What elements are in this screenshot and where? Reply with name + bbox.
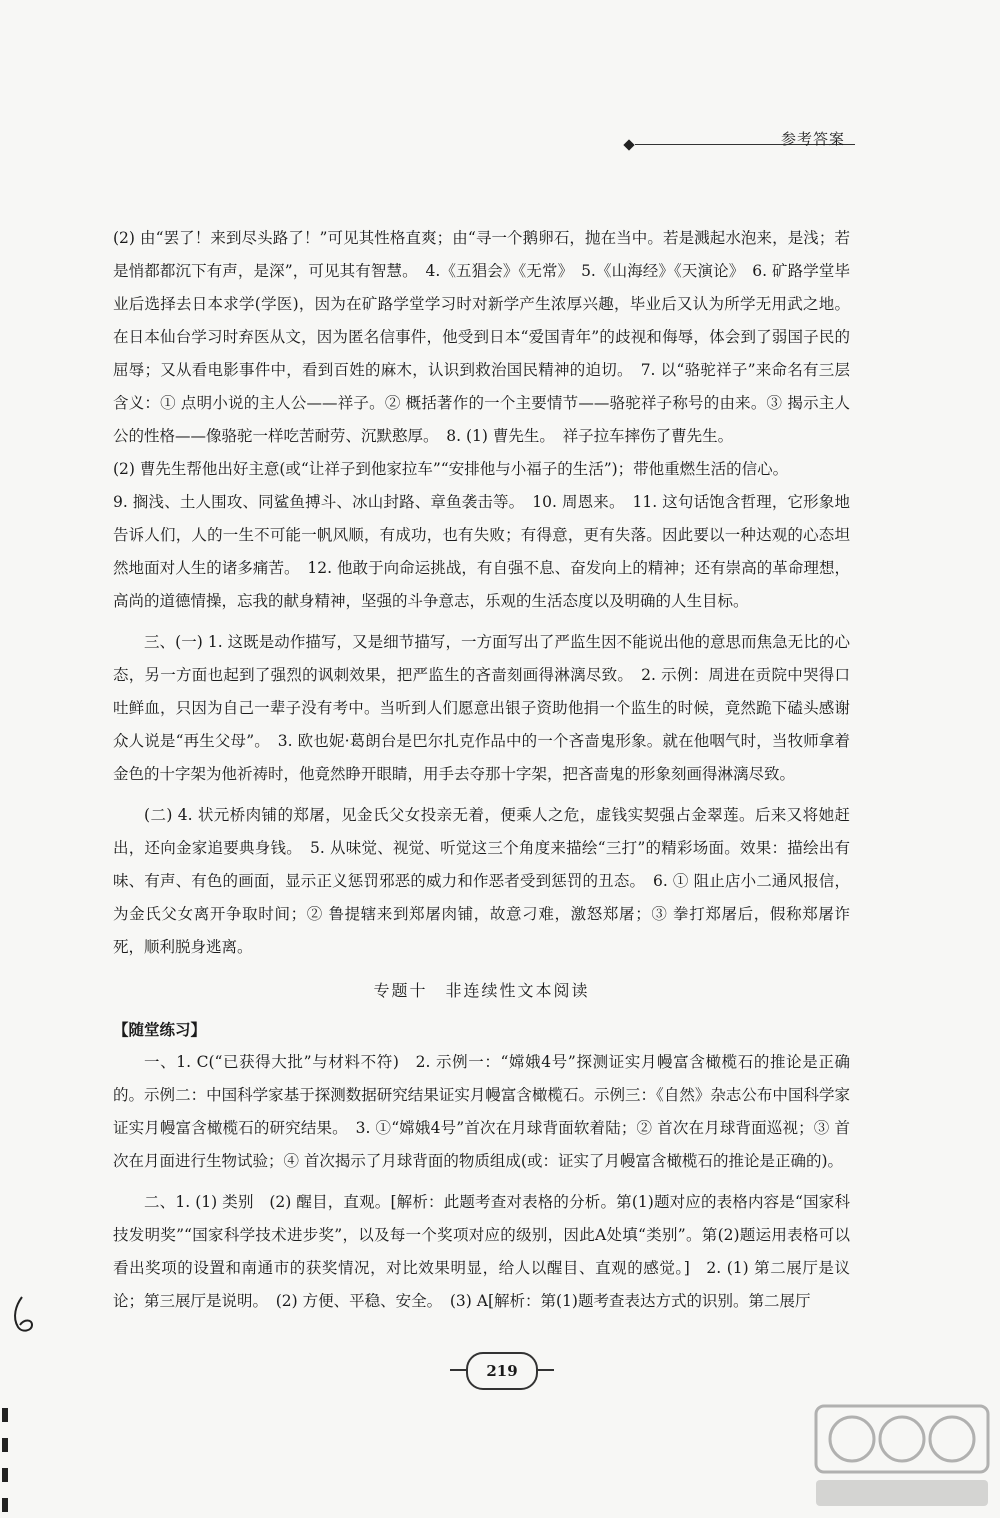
- diamond-icon: [623, 139, 634, 150]
- pencil-mark-icon: [8, 1295, 48, 1335]
- answer-paragraph: (2) 由“罢了！来到尽头路了！”可见其性格直爽；由“寻一个鹅卵石，抛在当中。若是溅起水泡来，是浅；若是悄都都沉下有声，是深”，可见其有智慧。 4.《五猖会》《无常》 5.《山海经》《天演论》 6. 矿路学堂毕业后选择去日本求学(学医)，因为在矿路学堂学习时对新学产生浓厚兴趣，毕业后又认为所学无用武之地。在日本仙台学习时弃医从文，因为匿名信事件，他受到日本“爱国青年”的歧视和侮辱，体会到了弱国子民的屈辱；又从看电影事件中，看到百姓的麻木，认识到救治国民精神的迫切。 7. 以“骆驼祥子”来命名有三层含义：① 点明小说的主人公——祥子。② 概括著作的一个主要情节——骆驼祥子称号的由来。③ 揭示主人公的性格——像骆驼一样吃苦耐劳、沉默憨厚。 8. (1) 曹先生。 祥子拉车摔伤了曹先生。: [113, 229, 850, 445]
- answer-content: [113, 222, 850, 1318]
- page-header: [625, 128, 845, 152]
- answer-paragraph: (2) 曹先生帮他出好主意(或“让祥子到他家拉车”“安排他与小福子的生活”)；带他重燃生活的信心。: [113, 460, 789, 478]
- answer-paragraph: 三、(一) 1. 这既是动作描写，又是细节描写，一方面写出了严监生因不能说出他的意思而焦急无比的心态，另一方面也起到了强烈的讽刺效果，把严监生的吝啬刻画得淋漓尽致。 2. 示例：周进在贡院中哭得口吐鲜血，只因为自己一辈子没有考中。当听到人们愿意出银子资助他捐一个监生的时候，竟然跪下磕头感谢众人说是“再生父母”。 3. 欧也妮·葛朗台是巴尔扎克作品中的一个吝啬鬼形象。就在他咽气时，当牧师拿着金色的十字架为他祈祷时，他竟然睁开眼睛，用手去夺那十字架，把吝啬鬼的形象刻画得淋漓尽致。: [113, 633, 850, 783]
- answer-paragraph: 一、1. C(“已获得大批”与材料不符) 2. 示例一：“嫦娥4号”探测证实月幔富含橄榄石的推论是正确的。示例二：中国科学家基于探测数据研究结果证实月幔富含橄榄石。示例三：《自然》杂志公布中国科学家证实月幔富含橄榄石的研究结果。 3. ①“嫦娥4号”首次在月球背面软着陆；② 首次在月球背面巡视；③ 首次在月面进行生物试验；④ 首次揭示了月球背面的物质组成(或：证实了月幔富含橄榄石的推论是正确的)。: [113, 1053, 850, 1170]
- header-label: 参考答案: [780, 130, 845, 148]
- answer-paragraph: 9. 搁浅、土人围攻、同鲨鱼搏斗、冰山封路、章鱼袭击等。 10. 周恩来。 11. 这句话饱含哲理，它形象地告诉人们，人的一生不可能一帆风顺，有成功，也有失败；有得意，更有失落。因此要以一种达观的心态坦然地面对人生的诸多痛苦。 12. 他敢于向命运挑战，有自强不息、奋发向上的精神；还有崇高的革命理想，高尚的道德情操，忘我的献身精神，坚强的斗争意志，乐观的生活态度以及明确的人生目标。: [113, 493, 850, 610]
- section-tag: 【随堂练习】: [113, 1020, 207, 1039]
- page-number: 219: [466, 1352, 538, 1390]
- answer-paragraph: 二、1. (1) 类别 (2) 醒目，直观。[解析：此题考查对表格的分析。第(1)题对应的表格内容是“国家科技发明奖”“国家科学技术进步奖”，以及每一个奖项对应的级别，因此A处填“类别”。第(2)题运用表格可以看出奖项的设置和南通市的获奖情况，对比效果明显，给人以醒目、直观的感觉。] 2. (1) 第二展厅是议论；第三展厅是说明。 (2) 方便、平稳、安全。 (3) A[解析：第(1)题考查表达方式的识别。第二展厅: [113, 1193, 850, 1310]
- section-title: 专题十 非连续性文本阅读: [373, 981, 590, 1000]
- binding-marks: [0, 1400, 14, 1518]
- watermark-logo-icon: [812, 1400, 992, 1512]
- answer-paragraph: (二) 4. 状元桥肉铺的郑屠，见金氏父女投亲无着，便乘人之危，虚钱实契强占金翠莲。后来又将她赶出，还向金家追要典身钱。 5. 从味觉、视觉、听觉这三个角度来描绘“三打”的精彩场面。效果：描绘出有味、有声、有色的画面，显示正义惩罚邪恶的威力和作恶者受到惩罚的丑态。 6. ① 阻止店小二通风报信，为金氏父女离开争取时间；② 鲁提辖来到郑屠肉铺，故意刁难，激怒郑屠；③ 拳打郑屠后，假称郑屠诈死，顺利脱身逃离。: [113, 806, 850, 956]
